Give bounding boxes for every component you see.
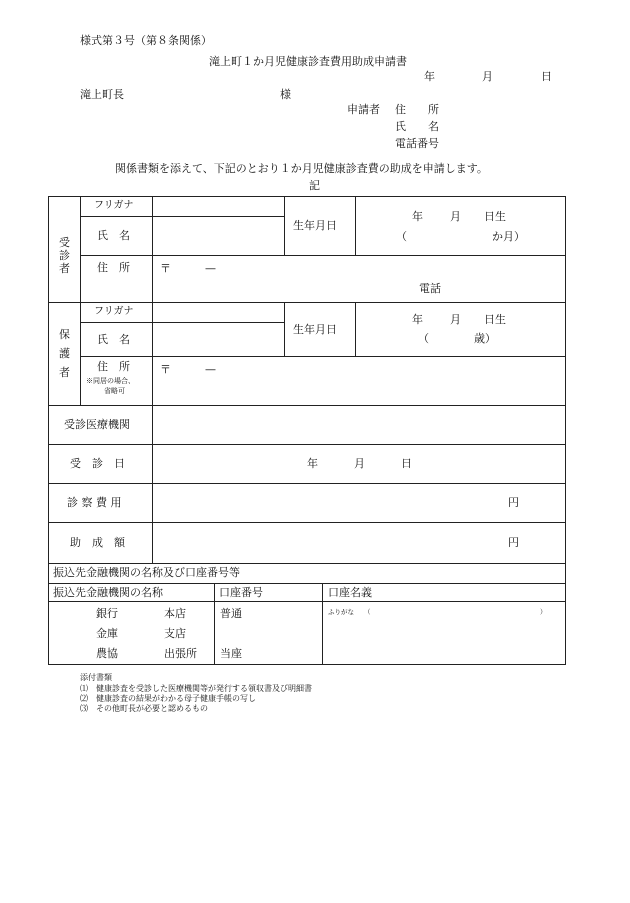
guardian-group-char-3: 者 <box>59 366 70 379</box>
guardian-address-note-2: 省略可 <box>104 387 125 395</box>
examinee-age-close: か月） <box>492 230 525 243</box>
date-day-label: 日 <box>541 70 552 83</box>
examinee-postal-dash: — <box>205 262 216 275</box>
bank-type-bank: 銀行 <box>96 607 118 620</box>
examinee-group-char-1: 受 <box>59 236 70 249</box>
ki-mark: 記 <box>309 179 320 192</box>
fee-label: 診 察 費 用 <box>67 496 122 509</box>
addressee: 滝上町長 <box>80 88 124 101</box>
form-number: 様式第３号（第８条関係） <box>80 34 212 47</box>
bank-type-nokyo: 農協 <box>96 647 118 660</box>
guardian-group-char-2: 護 <box>59 347 70 360</box>
exam-date-year: 年 <box>307 457 318 470</box>
guardian-address-label: 住 所 <box>97 360 130 373</box>
account-number-header: 口座番号 <box>219 586 263 599</box>
examinee-address-label: 住 所 <box>97 261 130 274</box>
examinee-phone-label: 電話 <box>419 282 441 295</box>
applicant-address-label: 住 所 <box>395 103 439 116</box>
examinee-postal-mark: 〒 <box>160 262 171 275</box>
account-name-paren-open: （ <box>364 608 371 616</box>
fee-unit: 円 <box>508 496 519 509</box>
subsidy-unit: 円 <box>508 536 519 549</box>
attachment-item-2: ⑵ 健康診査の結果がわかる母子健康手帳の写し <box>80 694 256 703</box>
account-name-furigana-label: ふりがな <box>328 608 354 616</box>
account-name-header: 口座名義 <box>328 586 372 599</box>
exam-date-day: 日 <box>401 457 412 470</box>
date-year-label: 年 <box>424 70 435 83</box>
guardian-postal-dash: — <box>205 363 216 376</box>
attachment-item-1: ⑴ 健康診査を受診した医療機関等が発行する領収書及び明細書 <box>80 684 312 693</box>
form-title: 滝上町１か月児健康診査費用助成申請書 <box>209 55 407 68</box>
examinee-dob-label: 生年月日 <box>293 219 337 232</box>
examinee-dob-year: 年 <box>412 210 423 223</box>
applicant-name-label: 氏 名 <box>395 120 439 133</box>
account-name-paren-close: ） <box>540 608 547 616</box>
guardian-address-note-1: ※同居の場合、 <box>86 377 135 385</box>
applicant-phone-label: 電話番号 <box>395 137 439 150</box>
guardian-group-char-1: 保 <box>59 328 70 341</box>
bank-name-header: 振込先金融機関の名称 <box>53 586 163 599</box>
guardian-age-open: （ <box>418 332 429 345</box>
guardian-dob-day: 日生 <box>484 313 506 326</box>
examinee-dob-month: 月 <box>450 210 461 223</box>
examinee-dob-day: 日生 <box>484 210 506 223</box>
guardian-name-label: 氏 名 <box>97 333 130 346</box>
guardian-furigana-label: フリガナ <box>94 306 134 317</box>
guardian-postal-mark: 〒 <box>160 363 171 376</box>
guardian-dob-label: 生年月日 <box>293 323 337 336</box>
examinee-age-open: （ <box>396 230 407 243</box>
bank-type-shinkin: 金庫 <box>96 627 118 640</box>
guardian-age-close: 歳） <box>474 332 496 345</box>
date-month-label: 月 <box>482 70 493 83</box>
account-type-current: 当座 <box>220 647 242 660</box>
attachments-title: 添付書類 <box>80 673 112 682</box>
bank-section-title: 振込先金融機関の名称及び口座番号等 <box>53 566 240 579</box>
applicant-label: 申請者 <box>347 103 380 116</box>
intro-text: 関係書類を添えて、下記のとおり１か月児健康診査費の助成を申請します。 <box>115 162 488 175</box>
branch-sub-office: 出張所 <box>164 647 197 660</box>
examinee-name-label: 氏 名 <box>97 229 130 242</box>
subsidy-label: 助 成 額 <box>70 536 125 549</box>
examinee-group-char-3: 者 <box>59 262 70 275</box>
exam-date-month: 月 <box>354 457 365 470</box>
branch-main: 本店 <box>164 607 186 620</box>
branch-branch: 支店 <box>164 627 186 640</box>
guardian-dob-month: 月 <box>450 313 461 326</box>
institution-label: 受診医療機関 <box>64 418 130 431</box>
account-type-ordinary: 普通 <box>220 607 242 620</box>
addressee-honorific: 様 <box>280 88 291 101</box>
examinee-furigana-label: フリガナ <box>94 200 134 211</box>
exam-date-label: 受 診 日 <box>70 457 125 470</box>
guardian-dob-year: 年 <box>412 313 423 326</box>
attachment-item-3: ⑶ その他町長が必要と認めるもの <box>80 704 208 713</box>
examinee-group-char-2: 診 <box>59 249 70 262</box>
